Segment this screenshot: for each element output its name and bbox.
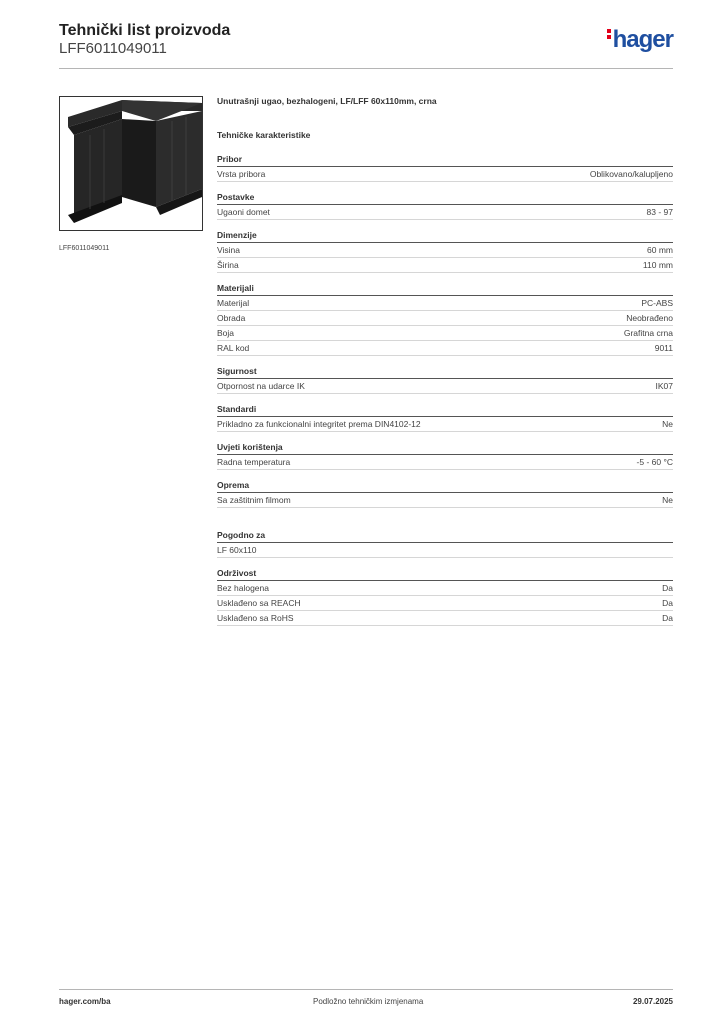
product-code: LFF6011049011	[59, 40, 167, 57]
group-pribor	[217, 154, 673, 182]
header-divider	[59, 68, 673, 69]
row-value: Oblikovano/kalupljeno	[589, 169, 673, 179]
logo-dots-icon	[607, 29, 611, 41]
table-row	[217, 167, 673, 182]
group-title: Materijali	[217, 283, 673, 296]
row-label: LF 60x110	[217, 545, 257, 555]
row-value: 110 mm	[642, 260, 673, 270]
group-sigurnost	[217, 366, 673, 394]
hager-logo	[607, 26, 673, 54]
group-uvjeti	[217, 442, 673, 470]
table-row	[217, 493, 673, 508]
group-title: Uvjeti korištenja	[217, 442, 673, 455]
group-standardi	[217, 404, 673, 432]
footer-date: 29.07.2025	[632, 997, 673, 1006]
table-row	[217, 326, 673, 341]
row-label: Obrada	[217, 313, 246, 323]
table-row	[217, 543, 673, 558]
group-materijali	[217, 283, 673, 356]
row-label: Bez halogena	[217, 583, 269, 593]
row-label: Širina	[217, 260, 239, 270]
row-label: Boja	[217, 328, 235, 338]
row-label: Usklađeno sa REACH	[217, 598, 301, 608]
table-row	[217, 205, 673, 220]
table-row	[217, 243, 673, 258]
group-dimenzije	[217, 230, 673, 273]
table-row	[217, 581, 673, 596]
row-value: IK07	[655, 381, 673, 391]
table-row	[217, 296, 673, 311]
table-row	[217, 311, 673, 326]
row-label: Radna temperatura	[217, 457, 291, 467]
document-title: Tehnički list proizvoda	[59, 22, 231, 39]
group-title: Postavke	[217, 192, 673, 205]
row-value: Da	[662, 583, 673, 593]
group-title: Oprema	[217, 480, 673, 493]
row-label: RAL kod	[217, 343, 250, 353]
row-value: Grafitna crna	[623, 328, 673, 338]
row-label: Visina	[217, 245, 240, 255]
row-value: Ne	[662, 419, 673, 429]
table-row	[217, 341, 673, 356]
row-label: Otpornost na udarce IK	[217, 381, 305, 391]
product-image	[59, 96, 203, 231]
product-details	[217, 96, 673, 626]
row-value: Da	[662, 598, 673, 608]
footer-note: Podložno tehničkim izmjenama	[313, 997, 424, 1006]
logo-text: hager	[612, 26, 673, 53]
group-postavke	[217, 192, 673, 220]
row-label: Materijal	[217, 298, 250, 308]
group-title: Pogodno za	[217, 530, 673, 543]
group-pogodno	[217, 530, 673, 558]
table-row	[217, 611, 673, 626]
page-header	[59, 20, 673, 70]
row-value: Da	[662, 613, 673, 623]
image-caption: LFF6011049011	[59, 245, 110, 252]
footer-divider	[59, 989, 673, 990]
group-title: Standardi	[217, 404, 673, 417]
row-value: 83 - 97	[646, 207, 673, 217]
table-row	[217, 417, 673, 432]
table-row	[217, 455, 673, 470]
footer-website-link[interactable]: hager.com/ba	[59, 997, 111, 1006]
row-value: 9011	[654, 343, 673, 353]
group-title: Pribor	[217, 154, 673, 167]
group-oprema	[217, 480, 673, 508]
table-row	[217, 379, 673, 394]
row-value: -5 - 60 °C	[636, 457, 673, 467]
row-label: Ugaoni domet	[217, 207, 270, 217]
product-description: Unutrašnji ugao, bezhalogeni, LF/LFF 60x110mm, crna	[217, 96, 437, 106]
group-title: Sigurnost	[217, 366, 673, 379]
group-title: Održivost	[217, 568, 673, 581]
row-label: Prikladno za funkcionalni integritet prema DIN4102-12	[217, 419, 421, 429]
row-label: Usklađeno sa RoHS	[217, 613, 294, 623]
row-value: 60 mm	[647, 245, 673, 255]
section-heading: Tehničke karakteristike	[217, 130, 311, 140]
table-row	[217, 258, 673, 273]
group-title: Dimenzije	[217, 230, 673, 243]
table-row	[217, 596, 673, 611]
group-odrzivost	[217, 568, 673, 626]
row-label: Vrsta pribora	[217, 169, 266, 179]
row-value: Neobrađeno	[626, 313, 673, 323]
row-value: Ne	[662, 495, 673, 505]
row-label: Sa zaštitnim filmom	[217, 495, 291, 505]
row-value: PC-ABS	[641, 298, 673, 308]
inner-corner-product-icon	[60, 97, 202, 230]
